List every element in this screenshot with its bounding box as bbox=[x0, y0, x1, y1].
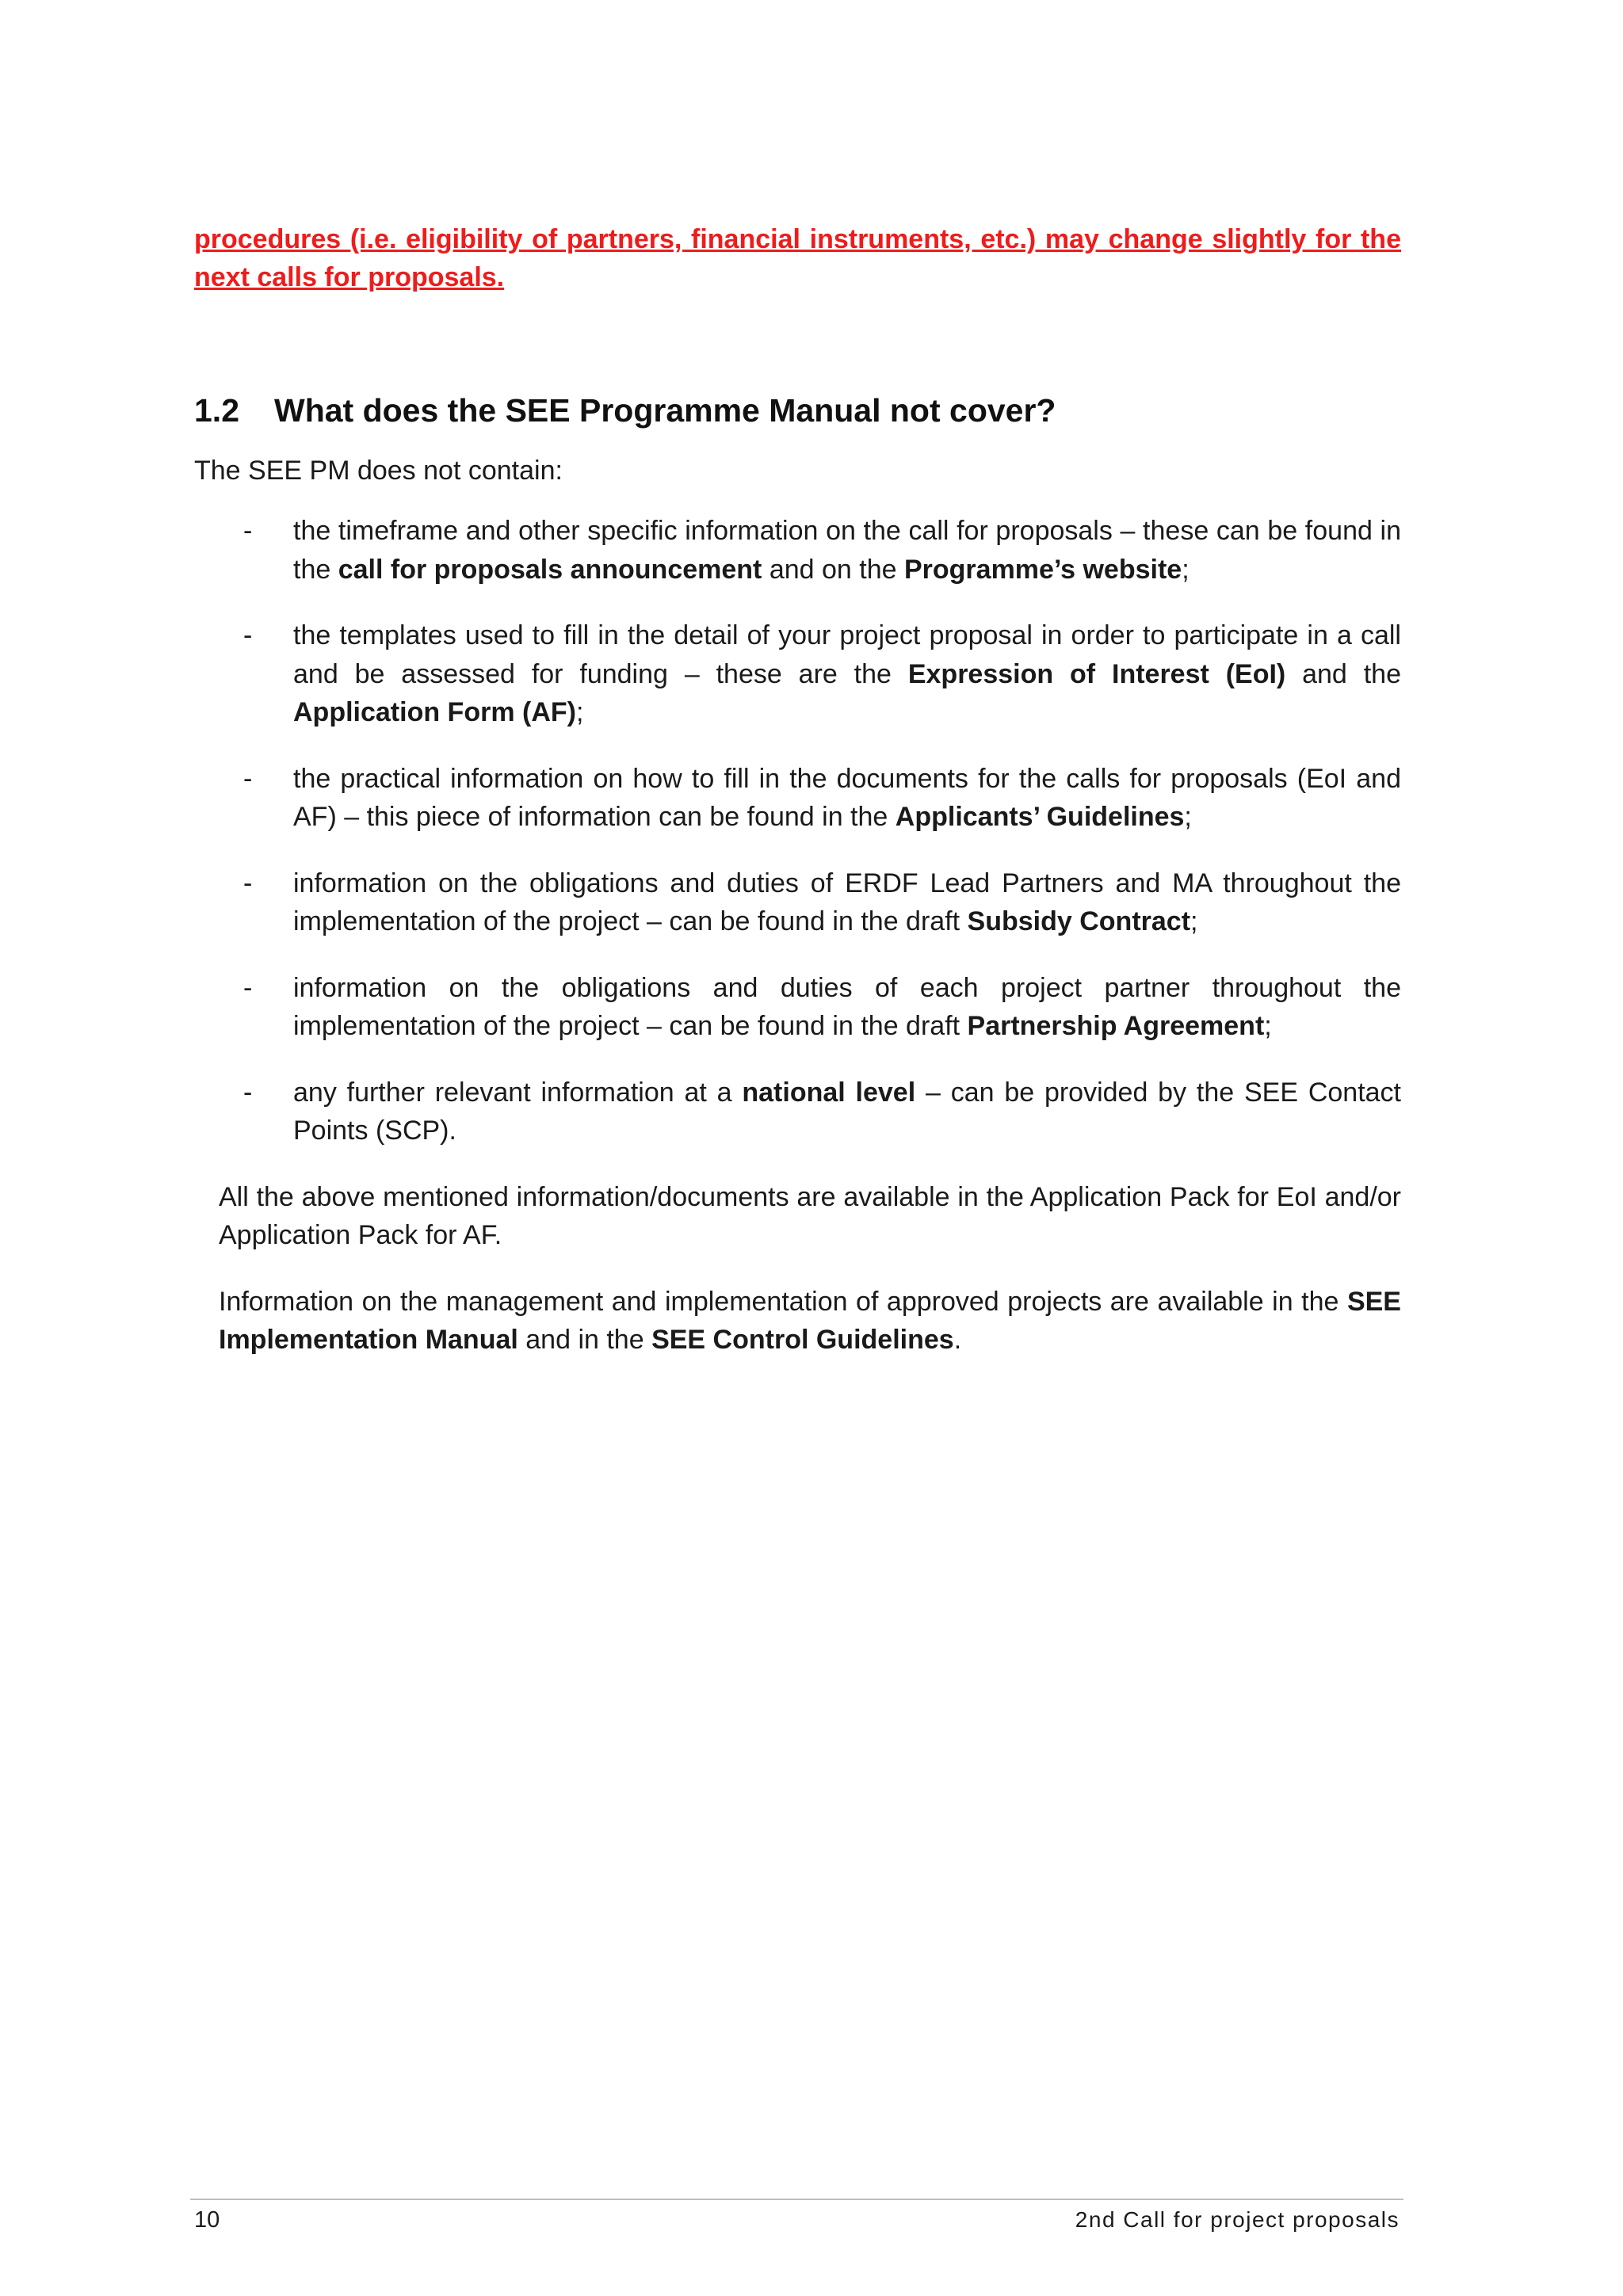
bullet-dash: - bbox=[243, 972, 253, 1003]
list-item bbox=[194, 969, 1401, 1046]
list-item bbox=[194, 864, 1401, 941]
list-item-text: information on the obligations and duties of each project partner throughout the implementation of the project – can be found in the draft bbox=[293, 972, 1401, 1041]
bullet-dash: - bbox=[243, 1077, 253, 1108]
list-item-bold: Partnership Agreement bbox=[967, 1011, 1265, 1041]
list-item bbox=[194, 512, 1401, 589]
list-item-text: the templates used to fill in the detail of your project proposal in order to participate in a call and be assessed for funding – these are the bbox=[293, 620, 1401, 689]
list-item-text: and the bbox=[1285, 658, 1401, 689]
intro-text: The SEE PM does not contain: bbox=[194, 456, 563, 486]
exclusions-list bbox=[194, 512, 1401, 1150]
list-item-text: ; bbox=[1264, 1011, 1272, 1041]
page-content bbox=[194, 220, 1401, 1387]
list-item-bold: Application Form (AF) bbox=[293, 697, 576, 727]
list-item-bold: Applicants’ Guidelines bbox=[895, 802, 1185, 832]
list-item bbox=[194, 760, 1401, 837]
footer-divider bbox=[190, 2199, 1403, 2200]
list-item-text: any further relevant information at a bbox=[293, 1077, 743, 1108]
bullet-dash: - bbox=[243, 620, 253, 650]
list-item-text: information on the obligations and duties of ERDF Lead Partners and MA throughout the implementation of the project – can be found in the draft bbox=[293, 868, 1401, 936]
list-item-text: ; bbox=[1182, 554, 1190, 585]
list-item-bold: Subsidy Contract bbox=[967, 906, 1191, 936]
implementation-paragraph bbox=[219, 1283, 1401, 1360]
paragraph-text: and in the bbox=[517, 1325, 652, 1355]
list-item-text: – can be provided by the SEE Contact Points (SCP). bbox=[293, 1077, 1402, 1146]
bullet-dash: - bbox=[243, 868, 253, 898]
section-heading bbox=[194, 388, 1401, 433]
list-item-bold: Programme’s website bbox=[903, 554, 1182, 585]
list-item-bold: call for proposals announcement bbox=[338, 554, 762, 585]
paragraph-text: . bbox=[953, 1325, 962, 1355]
list-item bbox=[194, 616, 1401, 732]
footer-document-title: 2nd Call for project proposals bbox=[1075, 2207, 1400, 2232]
footer-page-number: 10 bbox=[194, 2207, 220, 2233]
application-pack-paragraph: All the above mentioned information/documents are available in the Application Pack for EoI and/or Application Pack for AF. bbox=[219, 1181, 1401, 1250]
list-item-text: and on the bbox=[762, 554, 904, 585]
section-number: 1.2 bbox=[194, 392, 239, 429]
list-item bbox=[194, 1074, 1401, 1150]
section-title: What does the SEE Programme Manual not cover? bbox=[274, 392, 1056, 429]
paragraph-text: Information on the management and implementation of approved projects are available in the bbox=[219, 1286, 1347, 1317]
red-notice-text: procedures (i.e. eligibility of partners, financial instruments, etc.) may change slightly for the next calls for proposals. bbox=[194, 224, 1401, 292]
list-item-text: ; bbox=[1184, 802, 1192, 832]
list-item-text: ; bbox=[1190, 906, 1198, 936]
bullet-dash: - bbox=[243, 763, 253, 794]
list-item-text: the timeframe and other specific information on the call for proposals – these can be found in the bbox=[293, 516, 1401, 585]
bullet-dash: - bbox=[243, 516, 253, 546]
paragraph-bold: SEE Control Guidelines bbox=[651, 1325, 954, 1355]
list-item-text: ; bbox=[575, 697, 584, 727]
list-item-bold: national level bbox=[742, 1077, 916, 1108]
list-item-text: the practical information on how to fill in the documents for the calls for proposals (EoI and AF) – this piece of information can be found in the bbox=[293, 763, 1401, 832]
list-item-bold: Expression of Interest (EoI) bbox=[907, 658, 1286, 689]
paragraph-bold: SEE Implementation Manual bbox=[219, 1286, 1401, 1355]
